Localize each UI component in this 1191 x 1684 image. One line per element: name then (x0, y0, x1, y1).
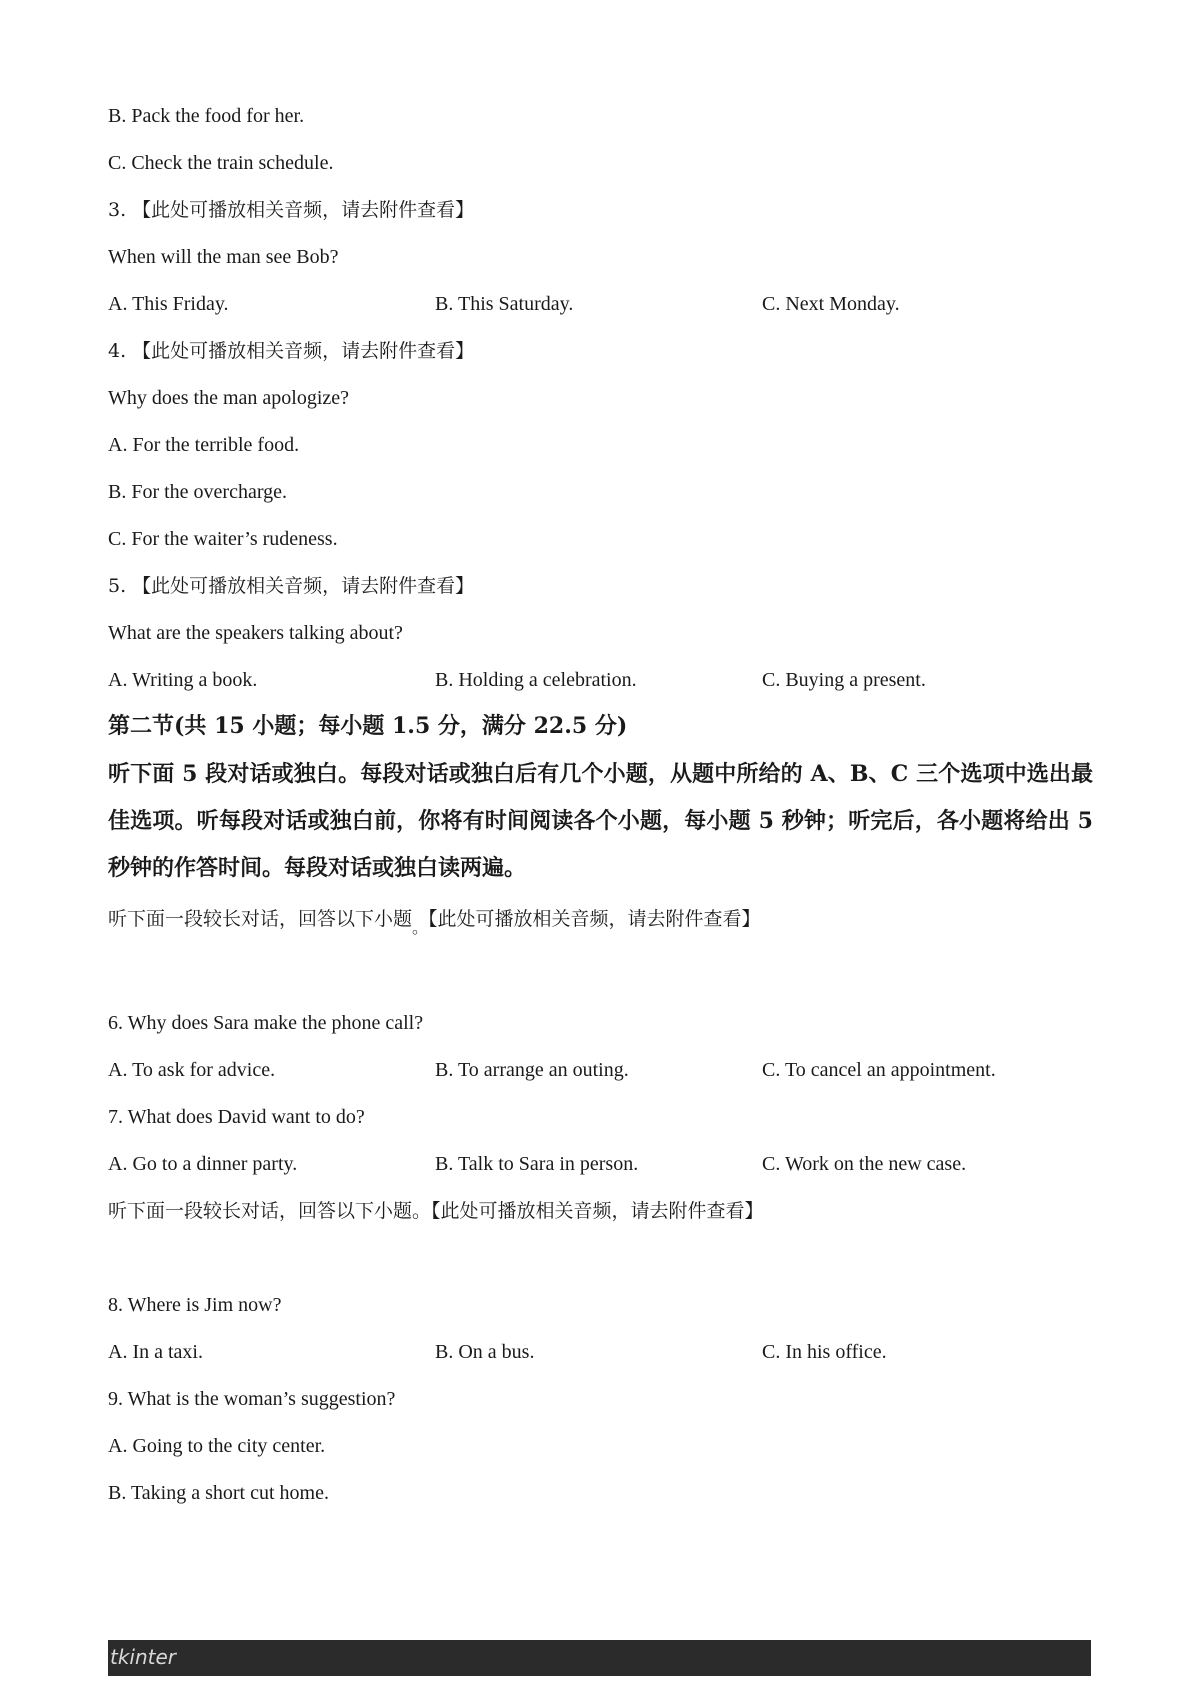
dialogue1-audio: 【此处可播放相关音频，请去附件查看】 (428, 908, 761, 930)
q9-question: 9. What is the woman’s suggestion? (108, 1388, 396, 1410)
q4-option-c: C. For the waiter’s rudeness. (108, 528, 338, 550)
q3-option-c: C. Next Monday. (762, 293, 900, 315)
footer-bar (108, 1640, 1091, 1676)
q7-option-b: B. Talk to Sara in person. (435, 1153, 639, 1175)
q9-option-b: B. Taking a short cut home. (108, 1482, 329, 1504)
q6-option-b: B. To arrange an outing. (435, 1059, 629, 1081)
q4-audio-line: 4. 【此处可播放相关音频，请去附件查看】 (108, 340, 475, 362)
q2-option-c: C. Check the train schedule. (108, 152, 334, 174)
q7-option-a: A. Go to a dinner party. (108, 1153, 298, 1175)
q3-option-b: B. This Saturday. (435, 293, 574, 315)
q4-option-a: A. For the terrible food. (108, 434, 300, 456)
q5-option-b: B. Holding a celebration. (435, 669, 637, 691)
q3-options (108, 291, 1068, 317)
q5-question: What are the speakers talking about? (108, 622, 403, 644)
q4-question: Why does the man apologize? (108, 387, 350, 409)
q9-option-a: A. Going to the city center. (108, 1435, 326, 1457)
q4-option-b: B. For the overcharge. (108, 481, 288, 503)
footer-label: tkinter (110, 1645, 177, 1669)
q6-option-c: C. To cancel an appointment. (762, 1059, 996, 1081)
q5-options (108, 667, 1068, 693)
q8-option-a: A. In a taxi. (108, 1341, 203, 1363)
q6-question: 6. Why does Sara make the phone call? (108, 1012, 424, 1034)
q5-option-a: A. Writing a book. (108, 669, 258, 691)
q5-audio-line: 5. 【此处可播放相关音频，请去附件查看】 (108, 575, 475, 597)
q7-options (108, 1151, 1068, 1177)
section-title: 第二节(共 15 小题；每小题 1.5 分，满分 22.5 分) (108, 713, 628, 739)
q2-option-b: B. Pack the food for her. (108, 105, 305, 127)
q5-option-c: C. Buying a present. (762, 669, 926, 691)
dialogue1-intro (108, 906, 761, 937)
dialogue2-intro: 听下面一段较长对话，回答以下小题。【此处可播放相关音频，请去附件查看】 (108, 1200, 764, 1222)
q3-option-a: A. This Friday. (108, 293, 229, 315)
q3-audio-line: 3. 【此处可播放相关音频，请去附件查看】 (108, 199, 475, 221)
section-instruction: 听下面 5 段对话或独白。每段对话或独白后有几个小题，从题中所给的 A、B、C 三个选项中选出最佳选项。听每段对话或独白前，你将有时间阅读各个小题，每小题 5 秒钟；听完后，各小题将给出 5 秒钟的作答时间。每段对话或独白读两遍。 (108, 761, 1093, 881)
q3-question: When will the man see Bob? (108, 246, 339, 268)
dialogue1-intro-mark: 。 (412, 918, 429, 937)
q7-question: 7. What does David want to do? (108, 1106, 365, 1128)
q8-options (108, 1339, 1068, 1365)
q6-options (108, 1057, 1068, 1083)
dialogue1-intro-text: 听下面一段较长对话，回答以下小题 (108, 908, 413, 930)
q7-option-c: C. Work on the new case. (762, 1153, 967, 1175)
q8-option-c: C. In his office. (762, 1341, 887, 1363)
q6-option-a: A. To ask for advice. (108, 1059, 276, 1081)
q8-question: 8. Where is Jim now? (108, 1294, 282, 1316)
q8-option-b: B. On a bus. (435, 1341, 535, 1363)
